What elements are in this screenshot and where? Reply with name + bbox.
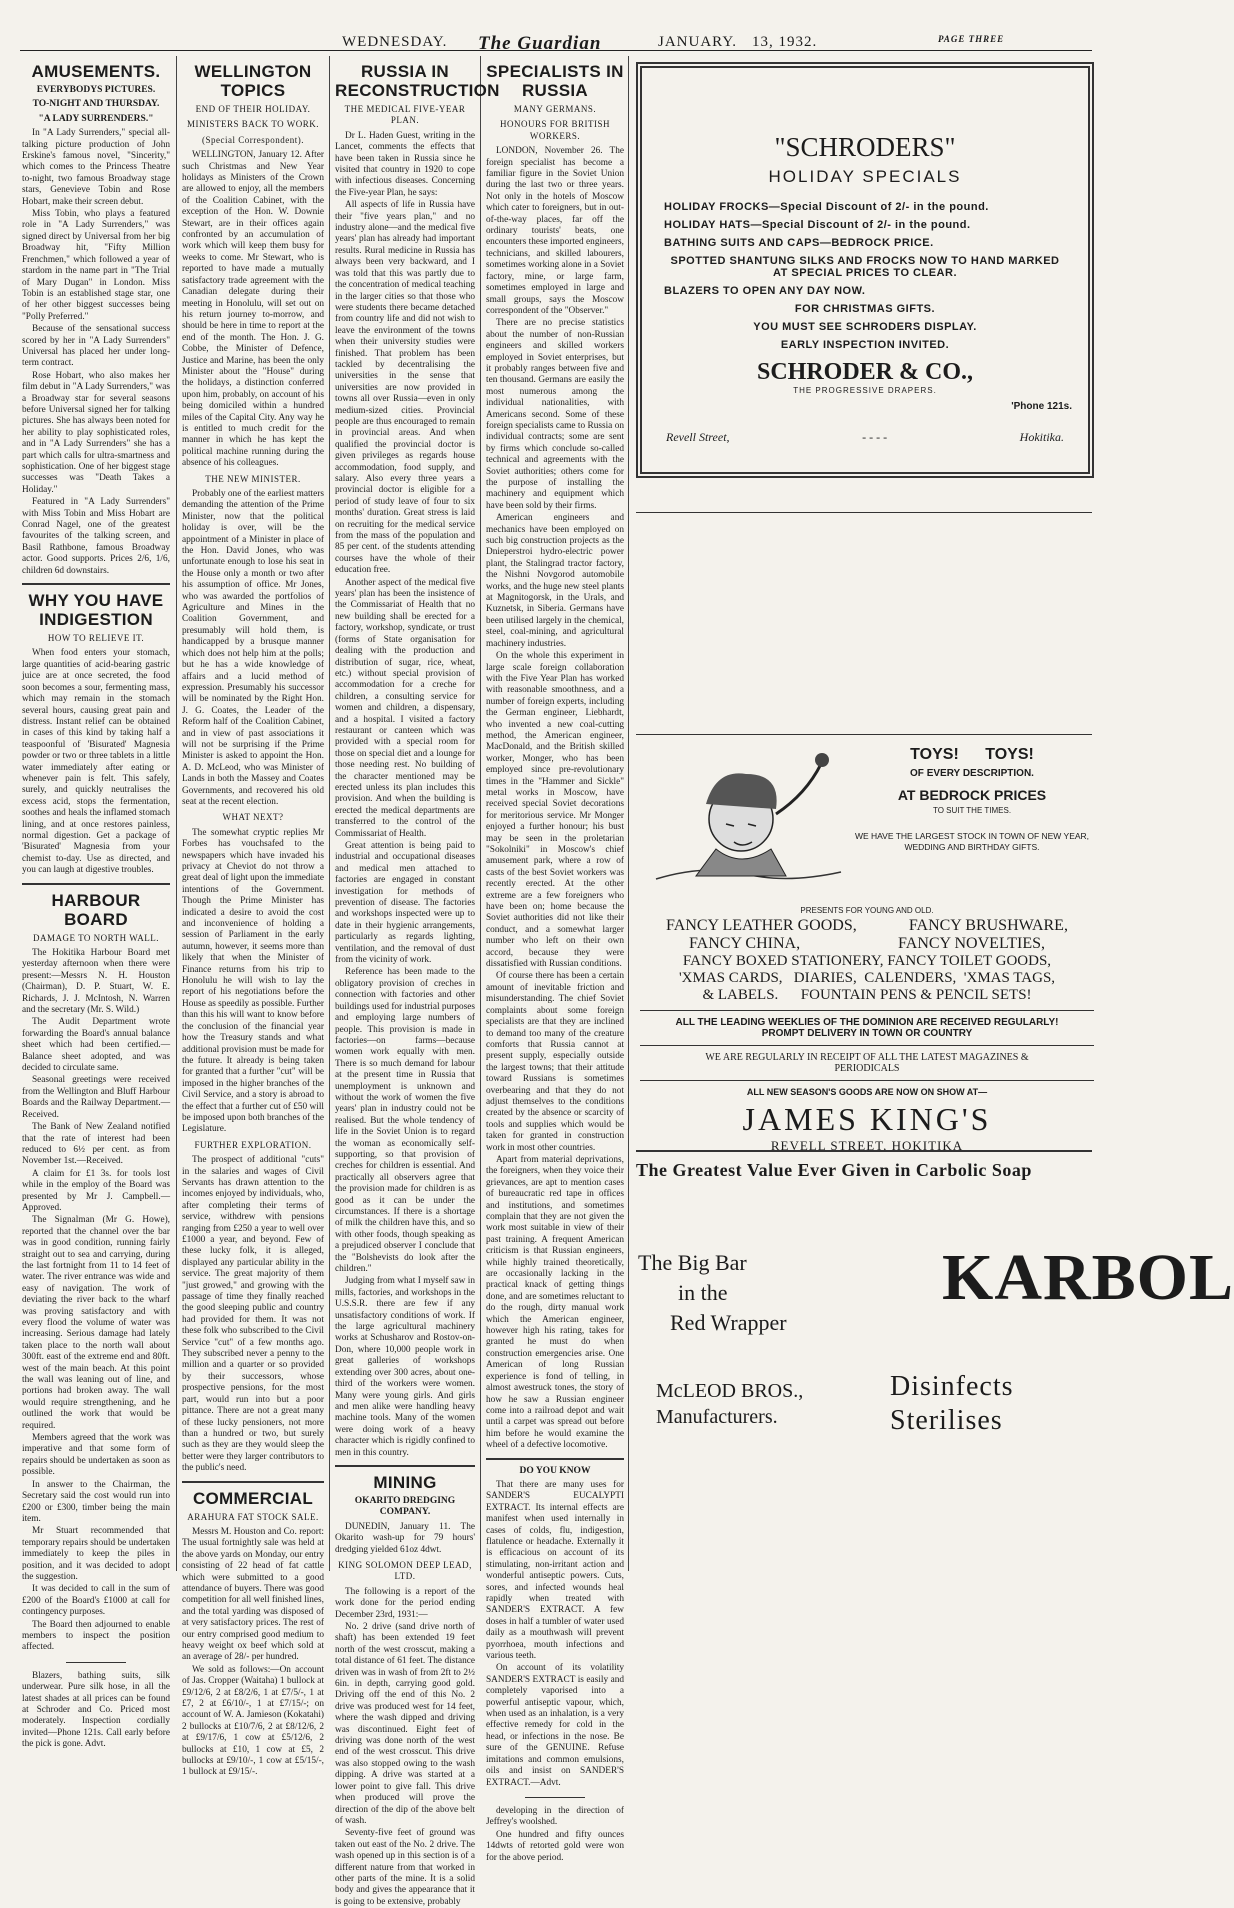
toys-heading <box>850 746 1094 853</box>
dash-ornament: - - - - <box>862 430 888 444</box>
goods-row <box>640 935 1094 953</box>
store-tagline: THE PROGRESSIVE DRAPERS. <box>793 386 937 395</box>
page-number: PAGE THREE <box>938 34 1005 44</box>
paragraph: On account of its volatility SANDER'S EXTRACT is easily and completely vaporised into a powerful antiseptic vapour, which, when used as an inhalation, is a very effective remedy for cold in the head, or infections in the nose. Be sure of the GENUINE. Refuse imitations and common emulsions, oils and insist on SANDER'S EXTRACT.—Advt. <box>486 1663 624 1788</box>
store-address: REVELL STREET, HOKITIKA <box>770 1138 964 1153</box>
ad-line: McLEOD BROS., <box>656 1380 804 1402</box>
subhead: END OF THEIR HOLIDAY. <box>195 104 311 114</box>
manufacturer <box>656 1378 803 1430</box>
store-address <box>658 430 1072 445</box>
ad-line: PROMPT DELIVERY IN TOWN OR COUNTRY <box>761 1028 973 1039</box>
masthead-title: The Guardian <box>478 33 602 54</box>
divider <box>22 583 170 585</box>
divider <box>182 1481 324 1483</box>
column-divider <box>628 56 629 1571</box>
paragraph: Featured in "A Lady Surrenders" with Miss Tobin and Miss Hobart are Conrad Nagel, one of the greatest favourites of the talking screen, and Basil Rathbone, famous Broadway actor. Good supports. Prices 2/6, 1/6, children 6d downstairs. <box>22 497 170 576</box>
ad-title: "SCHRODERS" <box>774 132 956 162</box>
paragraph: The Bank of New Zealand notified that the rate of interest had been reduced to 6½ per cent. as from November 1st.—Received. <box>22 1122 170 1167</box>
subhead: EVERYBODYS PICTURES. <box>36 85 156 95</box>
james-kings-advert <box>640 742 1094 1153</box>
ad-line: in the <box>678 1280 728 1305</box>
karbol-advert <box>636 1160 1234 1550</box>
headline-do-you-know: DO YOU KNOW <box>519 1465 591 1476</box>
headline-specialists-russia: SPECIALISTS IN RUSSIA <box>486 62 624 100</box>
divider <box>486 1458 624 1460</box>
paragraph: One hundred and fifty ounces 14dwts of retorted gold were won for the above period. <box>486 1829 624 1863</box>
goods-item: FANCY LEATHER GOODS, <box>666 917 857 934</box>
paragraph: Apart from material deprivations, the foreigners, when they voice their grievances, are apt to mention cases of bureaucratic red tape in offices and institutions, and sometimes complain that they are not given the work most suitable in view of their past training. A frequent American criticism is that Russian engineers, while highly trained theoretically, are occasionally lacking in the practical knack of getting things done, and are sometimes reluctant to do the rough, dirty manual work which the American engineer, however high his rating, takes for granted he must do when construction emergencies arise. One American of long Russian experience is fond of telling, in almost awestruck tones, the story of how he saw a Russian engineer come into a railroad depot and wait until a carpet was spread out before him before he would examine the wheel of a defective locomotive. <box>486 1154 624 1451</box>
goods-item: 'XMAS CARDS, DIARIES, CALENDERS, 'XMAS TAGS, <box>678 970 1056 986</box>
ad-line: AT BEDROCK PRICES <box>897 787 1047 803</box>
headline-russia-reconstruction: RUSSIA IN RECONSTRUCTION <box>335 62 500 100</box>
paragraph: All aspects of life in Russia have their "five years plan," and no industry alone—and the medical five years' plan has already had important results. Rural medicine in Russia has always been very backward, and I was told that this was partly due to the concentration of medical teaching in the larger cities so that those who were students there became detached from country life and did not wish to leave the environment of the towns when their university studies were finished. That problem has been tackled by decentralising the universities in the sense that universities are now provided in towns all over Russia—even in only medium-sized cities. Provincial people are thus encouraged to remain in provincial areas. And when qualified the provincial doctor is given privileges as regards house accommodation, food supply, and salary. Also every three years a provincial doctor is eligible for a period of study leave of four to six months' duration. Great stress is laid on recruiting for the medical service from the mass of the population and 85 per cent. of the students attending courses have the whole of their education free. <box>335 200 475 576</box>
column-divider <box>480 56 481 1571</box>
subhead: MINISTERS BACK TO WORK. <box>186 119 319 130</box>
ad-line: Manufacturers. <box>656 1406 778 1428</box>
paragraph: The Hokitika Harbour Board met yesterday afternoon when there were present:—Messrs N. H. Houston (Chairman), D. P. Stuart, W. E. Richards, J. J. McIntosh, N. Warren and the secretary (Mr. S. Wild.) <box>22 948 170 1016</box>
subhead: DAMAGE TO NORTH WALL. <box>33 932 159 943</box>
ad-line: WE ARE REGULARLY IN RECEIPT OF ALL THE LATEST MAGAZINES & PERIODICALS <box>705 1052 1029 1074</box>
divider <box>66 1662 126 1663</box>
store-name: JAMES KING'S <box>742 1101 992 1137</box>
paragraph: The Board then adjourned to enable members to inspect the position affected. <box>22 1619 170 1653</box>
paragraph: The prospect of additional "cuts" in the salaries and wages of Civil Servants has drawn attention to the incomes enjoyed by individuals, who, after completing their terms of service, withdrew with pensions ranging from £250 a year to well over £1000 a year, and beyond. Few of these lucky folk, it is alleged, displayed any particular ability in the service. The great majority of them "just growed," and growing with the passage of time they finally reached the good sleeping public and country had provided for them. It was not these folk who subscribed to the Civil Service "cut" of a few months ago. They subscribed never a penny to the million and a quarter or so provided by their successors, whose prospective pensions, for the most part, would run into but a poor pittance. There are not a great many of these lucky pensioners, not more than a hundred or two, but surely such as they are they would sleep the better were they larger contributors to the public's need. <box>182 1155 324 1474</box>
paragraph: That there are many uses for SANDER'S EUCALYPTI EXTRACT. Its internal effects are manifest when used internally in cases of colds, flu, indigestion, flatulence or headache. Externally it is efficacious on account of its stimulating, non-irritant action and wonderful antiseptic powers. Cuts, sores, and infected wounds heal rapidly when treated with SANDER'S EXTRACT. A few doses in half a tumbler of water used daily as a mouthwash will prevent pyorrhoea, mouth infections and various teeth. <box>486 1479 624 1662</box>
masthead-rule <box>20 50 1092 51</box>
paragraph: American engineers and mechanics have been employed on such big construction projects as the Dnieperstroi hydro-electric power plant, the Stalingrad tractor factory, the Nishni Novgorod automobile works, and the huge new steel plants at Magnitogorsk, in the Urals, and Kuznetsk, in Siberia. Germans have been utilised largely in the chemical, steel, coal-mining, and agricultural machinery industries. <box>486 513 624 649</box>
paragraph: In answer to the Chairman, the Secretary said the cost would run into £200 or £300, timber being the main item. <box>22 1479 170 1524</box>
paragraph: We sold as follows:—On account of Jas. Cropper (Waitaha) 1 bullock at £9/12/6, 2 at £8/2/6, 1 at £7/5/-, 1 at £7, 2 at £6/10/-, 1 at £7/15/-; on account of W. A. Jamieson (Kokatahi) 2 bullocks at £10/7/6, 2 at £8/12/6, 2 at £9/17/6, 1 cow at £5/12/6, 2 bullocks at £10, 1 cow at £5, 2 bullocks at £9/10/-, 1 cow at £5/15/-, 1 bullock at £9/15/-. <box>182 1664 324 1778</box>
paragraph: Rose Hobart, who also makes her film debut in "A Lady Surrenders," was a Broadway star for several seasons before Universal signed her for talking pictures. She has always been noted for her ability to play sophisticated roles, and in "A Lady Surrenders" she has a part which calls for ultra-smartness and sophistication. One of her biggest stage successes was "Death Takes a Holiday." <box>22 370 170 495</box>
brand-name: KARBOL <box>942 1241 1234 1314</box>
ad-line: BATHING SUITS AND CAPS—BEDROCK PRICE. <box>664 237 934 249</box>
paragraph: It was decided to call in the sum of £200 of the Board's £1000 at call for contingency purposes. <box>22 1584 170 1618</box>
subhead: HOW TO RELIEVE IT. <box>47 633 145 644</box>
ad-line: BLAZERS TO OPEN ANY DAY NOW. <box>664 285 866 297</box>
paragraph: When food enters your stomach, large quantities of acid-bearing gastric juice are at once secreted, the food soon becomes a sour, fermenting mass, which may remain in the stomach several hours, causing great pain and distress. Instant relief can be obtained in cases of this kind by taking half a teaspoonful of 'Bisurated' Magnesia powder or two or three tablets in a little water immediately after eating or whenever pain is felt. This safely, surely, and quickly neutralises the excess acid, stops the fermentation, soothes and heals the inflamed stomach lining, and at once restores painless, normal digestion. Get a package of 'Bisurated' Magnesia from your chemist to-day. Use as directed, and you can laugh at digestive troubles. <box>22 648 170 876</box>
paragraph: Great attention is being paid to industrial and occupational diseases and medical men attached to factories are engaged in constant investigation for methods of prevention of disease. The factories and workshops inspected were up to date in their hygienic arrangements, particularly as regards lighting, ventilation, and the removal of dust from the vicinity of work. <box>335 841 475 966</box>
ad-line: YOU MUST SEE SCHRODERS DISPLAY. <box>753 321 977 333</box>
paragraph: On the whole this experiment in large scale foreign collaboration with the Five Year Plan has worked with reasonable smoothness, and a number of foreign experts, including the German engineer, Liebhardt, who invented a new coal-cutting method, the American engineer, MacDonald, and the British skilled worker, Monger, who has been employed since pre-revolutionary times in the "Hammer and Sickle" metal works in Moscow, have received special Soviet decorations for meritorious service. Mr Monger enjoyed a further honour; his bust may be seen in the proletarian "Sokolniki" in Moscow's chief amusement park, where a row of casts of the best Soviet workers was recently erected. At the other extreme are a few foreigners who have been on; home because the Soviet authorities did not like their conduct, and a somewhat larger number who left on their own accord, because they were dissatisfied with Russian conditions. <box>486 651 624 970</box>
subhead: "A LADY SURRENDERS." <box>38 113 154 124</box>
caricature-illustration-icon <box>646 744 846 894</box>
paragraph: A claim for £1 3s. for tools lost while in the employ of the Board was presented by Mr J. Campbell.—Approved. <box>22 1168 170 1213</box>
column-2 <box>182 56 325 1778</box>
column-divider <box>176 56 177 1571</box>
goods-row <box>640 917 1094 935</box>
paragraph: Of course there has been a certain amount of inevitable friction and misunderstanding. The chief Soviet complaints about some foreign specialists are that they are inclined to demand too many of the creature comforts that Russia cannot at present supply, especially outside the largest towns; that their attitude toward Russians is sometimes overbearing and that they do not adjust themselves to the conditions created by the absence or scarcity of tools and supplies which would be taken for granted in construction work in most other countries. <box>486 971 624 1153</box>
ad-line: Red Wrapper <box>670 1310 787 1335</box>
ad-line: TO SUIT THE TIMES. <box>932 806 1012 815</box>
paragraph: No. 2 drive (sand drive north of shaft) has been extended 19 feet north of the west crosscut, making a total distance of 61 feet. The distance driven was in wash of from 2ft to 2½ 6in. in depth, carrying good gold. Driving off the end of this No. 2 drive was produced west for 14 feet, where the wash dipped and driving was discontinued. Eight feet of driving was done north of the west end of the west crosscut. This drive was also stopped owing to the wash dipping. A drive was started at a lower point to give fall. This drive when produced will prove the direction of the dip of the above belt of wash. <box>335 1622 475 1826</box>
paragraph: developing in the direction of Jeffrey's woolshed. <box>486 1805 624 1828</box>
paragraph: The somewhat cryptic replies Mr Forbes has vouchsafed to the newspapers which have invaded his privacy at Cheviot do not throw a great deal of light upon the immediate intentions of the Government. Though the Prime Minister has indicated a desire to avoid the cost and inconvenience of holding a session of Parliament in the early autumn, however, it seems more than likely that when the Minister of Finance returns from his trip to Honolulu he will wish to lay the report of his negotiations before the House as speedily as possible. Further than this his will want to know before the conclusion of the financial year how the Treasury stands and what additional provision must be made for the future. It already is being taken for granted that a further "cut" will be imposed in the higher branches of the Civil Service, and a story is abroad to the effect that a further cut of £50 will be imposed upon both branches of the Legislature. <box>182 827 325 1135</box>
divider <box>335 1465 475 1467</box>
subhead: MANY GERMANS. <box>513 104 597 114</box>
paragraph: LONDON, November 26. The foreign specialist has become a familiar figure in the Soviet Union during the last two or three years. Not only in the hotels of Moscow which cater to foreigners, but in out-of-the-way places, far off the ordinary tourists' beats, one encounters these imported engineers, technicians, and skilled labourers, sometimes working alone in a Soviet factory, mine, or large farm, sometimes employed in large and small groups, says the Moscow correspondent of the "Observer." <box>486 146 624 316</box>
ad-line: PRESENTS FOR YOUNG AND OLD. <box>800 906 934 915</box>
paragraph: Dr L. Haden Guest, writing in the Lancet, comments the effects that have been taken in Russia since he visited that country in 1920 to cope with infectious diseases. Concerning the Five-year Plan, he says: <box>335 130 475 198</box>
ad-line: Disinfects <box>890 1371 1014 1402</box>
goods-item: FANCY BOXED STATIONERY, FANCY TOILET GOODS, <box>682 953 1052 969</box>
column-3 <box>335 56 500 1907</box>
goods-item: & LABELS. FOUNTAIN PENS & PENCIL SETS! <box>702 987 1032 1003</box>
store-name: SCHRODER & CO., <box>756 359 973 385</box>
paragraph: The Audit Department wrote forwarding the Board's annual balance sheet which had been certified.—Balance sheet adopted, and was decided to circulate same. <box>22 1017 170 1074</box>
goods-item: FANCY NOVELTIES, <box>898 935 1046 952</box>
subhead: THE NEW MINISTER. <box>205 473 301 484</box>
paragraph: Probably one of the earliest matters demanding the attention of the Prime Minister, now that the political holiday is over, will be the appointment of a Minister in place of the Hon. David Jones, who was unfortunate enough to lose his seat in the House only a month or two after his assumption of office. Mr Jones, who was awarded the portfolios of Agriculture and Mines in the Coalition Government, and presumably will hold them, is handicapped by a brusque manner which does not help him at the polls; but he has a wide knowledge of affairs and a lucid method of expression. Presumably his successor will be nominated by the Right Hon. J. G. Coates, the Leader of the Reform half of the Coalition Cabinet, and in view of past associations it will not be surprising if the Prime Minister is asked to appoint the Hon. A. D. McLeod, who was Minister of Lands in both the Massey and Coates Governments, and recovered his old seat at the recent election. <box>182 489 324 807</box>
ad-line: ALL THE LEADING WEEKLIES OF THE DOMINION ARE RECEIVED REGULARLY! <box>675 1017 1059 1028</box>
divider <box>525 1797 585 1798</box>
subhead: ARAHURA FAT STOCK SALE. <box>187 1511 319 1522</box>
goods-item: FANCY BRUSHWARE, <box>908 917 1068 934</box>
paragraph: The Signalman (Mr G. Howe), reported that the channel over the bar was in good condition, running fairly straight out to sea and carrying, during the last fortnight from 11 to 14 feet of water. The river entrance was wide and easy of navigation. The work of deviating the river back to the wharf was proving satisfactory and with every flood the volume of water was increasing. Serious damage had lately taken place to the north wall about 300ft. east of the extreme end and 80ft. west of the main beach. At this point the wall was leaning out of line, and portions had broken away. The wall would require strengthening, and he outlined the work that would be required. <box>22 1215 170 1431</box>
subhead: TO-NIGHT AND THURSDAY. <box>32 99 160 110</box>
headline-amusements: AMUSEMENTS. <box>31 62 161 81</box>
paragraph: DUNEDIN, January 11. The Okarito wash-up for 79 hours' dredging yielded 61oz 4dwt. <box>335 1521 475 1555</box>
ad-headline: The Greatest Value Ever Given in Carbolic Soap <box>636 1160 1032 1180</box>
divider <box>636 734 1092 735</box>
headline-commercial: COMMERCIAL <box>192 1488 314 1508</box>
ad-subtitle: HOLIDAY SPECIALS <box>768 167 962 186</box>
ad-line: ALL NEW SEASON'S GOODS ARE NOW ON SHOW AT— <box>746 1087 988 1097</box>
subhead: WHAT NEXT? <box>222 812 284 823</box>
paragraph: Miss Tobin, who plays a featured role in "A Lady Surrenders," was signed direct by Universal from her big Broadway hit, "Fifty Million Frenchmen," which followed a year of stardom in the name part in "The Trial of Mary Dugan" in London. Miss Tobin is an established stage star, one of her other biggest successes being "Polly Preferred." <box>22 209 170 322</box>
paragraph: Seasonal greetings were received from the Wellington and Bluff Harbour Boards and the Railway Department.—Received. <box>22 1075 170 1120</box>
column-4 <box>486 56 624 1863</box>
subhead: KING SOLOMON DEEP LEAD, LTD. <box>338 1559 472 1582</box>
ad-line: The Big Bar <box>638 1250 747 1275</box>
masthead-date: 13, 1932. <box>752 34 818 50</box>
paragraph: In "A Lady Surrenders," special all-talking picture production of John Erskine's famous novel, "Sincerity," which comes to the Princess Theatre to-night, two famous Broadway stage stars, Genevieve Tobin and Rose Hobart, make their screen debut. <box>22 128 170 207</box>
ad-line: WE HAVE THE LARGEST STOCK IN TOWN OF NEW YEAR, WEDDING AND BIRTHDAY GIFTS. <box>854 831 1090 852</box>
subhead: OKARITO DREDGING COMPANY. <box>354 1495 456 1518</box>
masthead-day: WEDNESDAY. <box>342 34 448 50</box>
paragraph: Members agreed that the work was imperative and that some form of repairs should be undertaken as soon as possible. <box>22 1433 170 1478</box>
paragraph: Reference has been made to the obligatory provision of creches in connection with factories and other buildings used for industrial purposes and employing large numbers of people. This provision is made in factories—on farms—because women work equally with men. There is so much demand for labour at the present time in Russia that unemployment is unknown and without the work of women the five years' plan in industry could not be realised. But the whole tendency of life in the Soviet Union is to regard the woman as economically self-supporting, so that provision of creches for children is essential. And practically all observers agree that the provision made for children is as good as it can be under the circumstances. If there is a shortage of milk the children have this, and so with other foods, though speaking as a prejudiced observer I conclude that the "Bolshevists do look after the children." <box>335 967 475 1275</box>
ad-line: HOLIDAY FROCKS—Special Discount of 2/- in the pound. <box>664 201 989 213</box>
divider <box>636 512 1092 513</box>
column-1 <box>22 56 170 1750</box>
paragraph: Judging from what I myself saw in mills, factories, and workshops in the U.S.S.R. there are few if any unsatisfactory conditions of work. If the large agricultural machinery works at Schusharov and Rostov-on-Don, where 10,000 people work in great galleries of workshops extending over 300 acres, about one-third of the workers were women. Many were young girls. And girls and men alike were handling heavy machine tools. Many of the women were doing work of a heavy character which is rigidly confined to men in this country. <box>335 1276 475 1458</box>
paragraph: Blazers, bathing suits, silk underwear. Pure silk hose, in all the latest shades at all prices can be found at Schroder and Co. Priced most moderately. Inspection cordially invited—Phone 121s. Call early before the pick is gone. Advt. <box>22 1670 170 1750</box>
goods-item: FANCY CHINA, <box>688 935 801 952</box>
ad-line: Sterilises <box>890 1405 1003 1436</box>
divider <box>636 1150 1092 1152</box>
paragraph: The following is a report of the work done for the period ending December 23rd, 1931:— <box>335 1586 475 1620</box>
paragraph: Messrs M. Houston and Co. report: The usual fortnightly sale was held at the above yards on Monday, our entry consisting of 22 head of fat cattle which were submitted to a good attendance of buyers. There was good competition for all well finished lines, and the total yarding was disposed of at very satisfactory prices. The rest of our entry comprised good medium to heavy weight ox beef which sold at an average of 28/- per hundred. <box>182 1526 325 1663</box>
schroders-advert <box>636 62 1094 478</box>
masthead-month: JANUARY. <box>658 34 737 50</box>
paragraph: Another aspect of the medical five years' plan has been the insistence of the Commissariat of Health that no new building shall be erected for a factory, workshop, syndicate, or trust (forms of State organisation for dealing with the production and distribution of sugar, rice, wheat, etc.) without special provision of accommodation for a creche for children, a consulting service for women and children, a dispensary, and a hospital. I visited a factory restaurant or canteen which was provided with a special room for those on special diet and a lounge for those needing rest. No building of the character mentioned may be erected unless its plan includes this provision. And when the building is erected the medical departments are transferred to the control of the Commissariat of Health. <box>335 577 475 839</box>
product-claims <box>890 1370 1014 1438</box>
big-bar-text <box>638 1248 787 1338</box>
divider <box>22 883 170 885</box>
masthead <box>290 6 1090 54</box>
ad-line: HOLIDAY HATS—Special Discount of 2/- in the pound. <box>664 219 971 231</box>
column-divider <box>329 56 330 1571</box>
ad-line: FOR CHRISTMAS GIFTS. <box>794 303 936 315</box>
ad-line: OF EVERY DESCRIPTION. <box>910 768 1034 779</box>
headline-mining: MINING <box>373 1472 437 1492</box>
subhead: FURTHER EXPLORATION. <box>194 1139 312 1150</box>
paragraph: Seventy-five feet of ground was taken out east of the No. 2 drive. The wash opened up in this section is of a different nature from that worked in other parts of the mine. It is a solid body and gives the appearance that it is going to be extensive, probably <box>335 1828 475 1907</box>
paragraph: Because of the sensational success scored by her in "A Lady Surrenders" Universal has placed her under long-term contract. <box>22 324 170 369</box>
headline-indigestion: WHY YOU HAVE INDIGESTION <box>28 591 164 630</box>
paragraph: There are no precise statistics about the number of non-Russian engineers and skilled workers employed in Soviet enterprises, but it probably ranges between five and ten thousand. Germans are easily the most numerous among the individual nationalities, with Americans second. Some of these foreign specialists came to Russia on individual contracts; some are sent by firms which conclude so-called technical and agreements with the Soviet authorities; others come for the purpose of installing the machinery and equipment which have been sold by their firms. <box>486 318 624 511</box>
subhead: HONOURS FOR BRITISH WORKERS. <box>499 119 611 141</box>
store-phone: 'Phone 121s. <box>1011 401 1072 412</box>
toys-title: TOYS! TOYS! <box>910 746 1034 763</box>
headline-wellington-topics: WELLINGTON TOPICS <box>194 62 312 100</box>
headline-harbour-board: HARBOUR BOARD <box>51 890 141 929</box>
ad-line: SPOTTED SHANTUNG SILKS AND FROCKS NOW TO HAND MARKED AT SPECIAL PRICES TO CLEAR. <box>670 255 1060 279</box>
street: Revell Street, <box>666 430 730 444</box>
subhead: THE MEDICAL FIVE-YEAR PLAN. <box>344 104 466 126</box>
town: Hokitika. <box>1019 430 1064 444</box>
goods-list <box>640 906 1094 1154</box>
subhead: (Special Correspondent). <box>202 134 304 145</box>
ad-line: EARLY INSPECTION INVITED. <box>780 339 950 351</box>
paragraph: WELLINGTON, January 12. After such Christmas and New Year holidays as Ministers of the Crown are allowed to enjoy, all the members of the Coalition Cabinet, with the exception of the Hon. W. Downie Stewart, are in their offices again confronted by an accumulation of work which will keep them busy for weeks to come. Mr Stewart, who is reported to have made a mutually satisfactory trade agreement with the Canadian delegate during their meeting in Honolulu, will set out on his return journey to-morrow, and should be here in time to report at the end of the month. The Hon. J. G. Cobbe, the Minister of Defence, Justice and Marine, has been the only Minister about the "House" during the holidays, a distinction conferred upon him, probably, on account of his being domiciled within a hundred miles of the Capital City. Any way he is entitled to much credit for the manner in which he has kept the political machine running during the absence of his colleagues. <box>182 150 324 469</box>
paragraph: Mr Stuart recommended that temporary repairs should be undertaken immediately to keep the piles in position, and it was decided to adopt the suggestion. <box>22 1526 170 1582</box>
